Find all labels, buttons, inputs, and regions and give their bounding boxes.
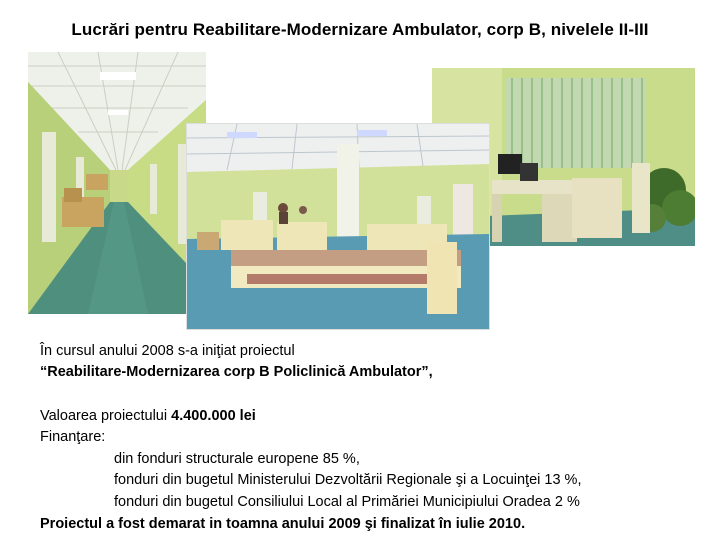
project-value xyxy=(40,406,256,427)
reception-photo xyxy=(187,124,489,329)
corridor-photo xyxy=(28,52,206,314)
project-value-amount: 4.400.000 lei xyxy=(171,408,256,424)
project-value-label: Valoarea proiectului xyxy=(40,408,172,424)
financing-label: Finanţare: xyxy=(40,429,106,445)
project-name: “Reabilitare-Modernizarea corp B Policlinică Ambulator”, xyxy=(40,364,433,380)
financing-item: din fonduri structurale europene 85 %, xyxy=(114,451,360,467)
closing-statement: Proiectul a fost demarat in toamna anului 2009 şi finalizat în iulie 2010. xyxy=(40,516,526,532)
page-title: Lucrări pentru Reabilitare-Modernizare Ambulator, corp B, nivelele II-III xyxy=(71,20,649,39)
intro-line-1: În cursul anului 2008 s-a iniţiat proiectul xyxy=(40,343,295,359)
financing-item: fonduri din bugetul Ministerului Dezvoltării Regionale şi a Locuinţei 13 %, xyxy=(114,472,582,488)
financing-item: fonduri din bugetul Consiliului Local al Primăriei Municipiului Oradea 2 % xyxy=(114,494,580,510)
